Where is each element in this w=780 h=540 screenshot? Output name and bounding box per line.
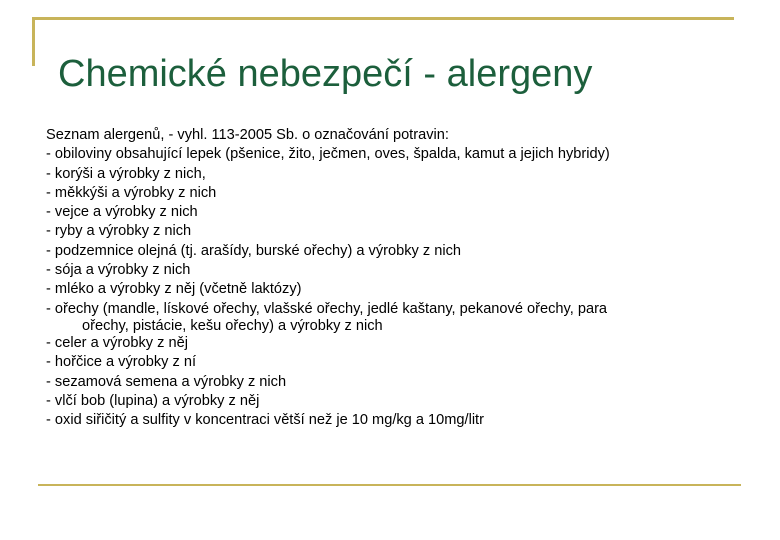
allergen-item-nuts-line1: - ořechy (mandle, lískové ořechy, vlašské ořechy, jedlé kaštany, pekanové ořechy, para <box>46 300 608 317</box>
allergen-item-crustaceans: - korýši a výrobky z nich, <box>46 165 206 182</box>
allergen-item-lupin: - vlčí bob (lupina) a výrobky z něj <box>46 392 260 409</box>
allergen-item-milk: - mléko a výrobky z něj (včetně laktózy) <box>46 281 302 298</box>
slide-content <box>46 126 736 430</box>
decorative-top-line <box>32 17 734 20</box>
allergen-item-sesame: - sezamová semena a výrobky z nich <box>46 373 287 390</box>
allergen-item-fish: - ryby a výrobky z nich <box>46 223 192 240</box>
allergen-list-intro: Seznam alergenů, - vyhl. 113-2005 Sb. o označování potravin: <box>46 127 449 143</box>
allergen-item-celery: - celer a výrobky z něj <box>46 334 188 351</box>
allergen-item-gluten: - obiloviny obsahující lepek (pšenice, žito, ječmen, oves, špalda, kamut a jejich hybridy) <box>46 146 610 163</box>
allergen-item-eggs: - vejce a výrobky z nich <box>46 204 198 221</box>
allergen-item-soy: - sója a výrobky z nich <box>46 262 191 279</box>
decorative-left-line <box>32 17 35 66</box>
allergen-item-nuts-line2: ořechy, pistácie, kešu ořechy) a výrobky z nich <box>82 317 383 334</box>
allergen-item-nuts <box>46 300 736 334</box>
slide-title: Chemické nebezpečí - alergeny <box>58 53 593 95</box>
allergen-item-mustard: - hořčice a výrobky z ní <box>46 354 197 371</box>
allergen-item-peanuts: - podzemnice olejná (tj. arašídy, burské ořechy) a výrobky z nich <box>46 242 462 259</box>
allergen-item-molluscs: - měkkýši a výrobky z nich <box>46 184 217 201</box>
decorative-bottom-line <box>38 484 741 486</box>
allergen-item-sulphites: - oxid siřičitý a sulfity v koncentraci větší než je 10 mg/kg a 10mg/litr <box>46 412 484 429</box>
